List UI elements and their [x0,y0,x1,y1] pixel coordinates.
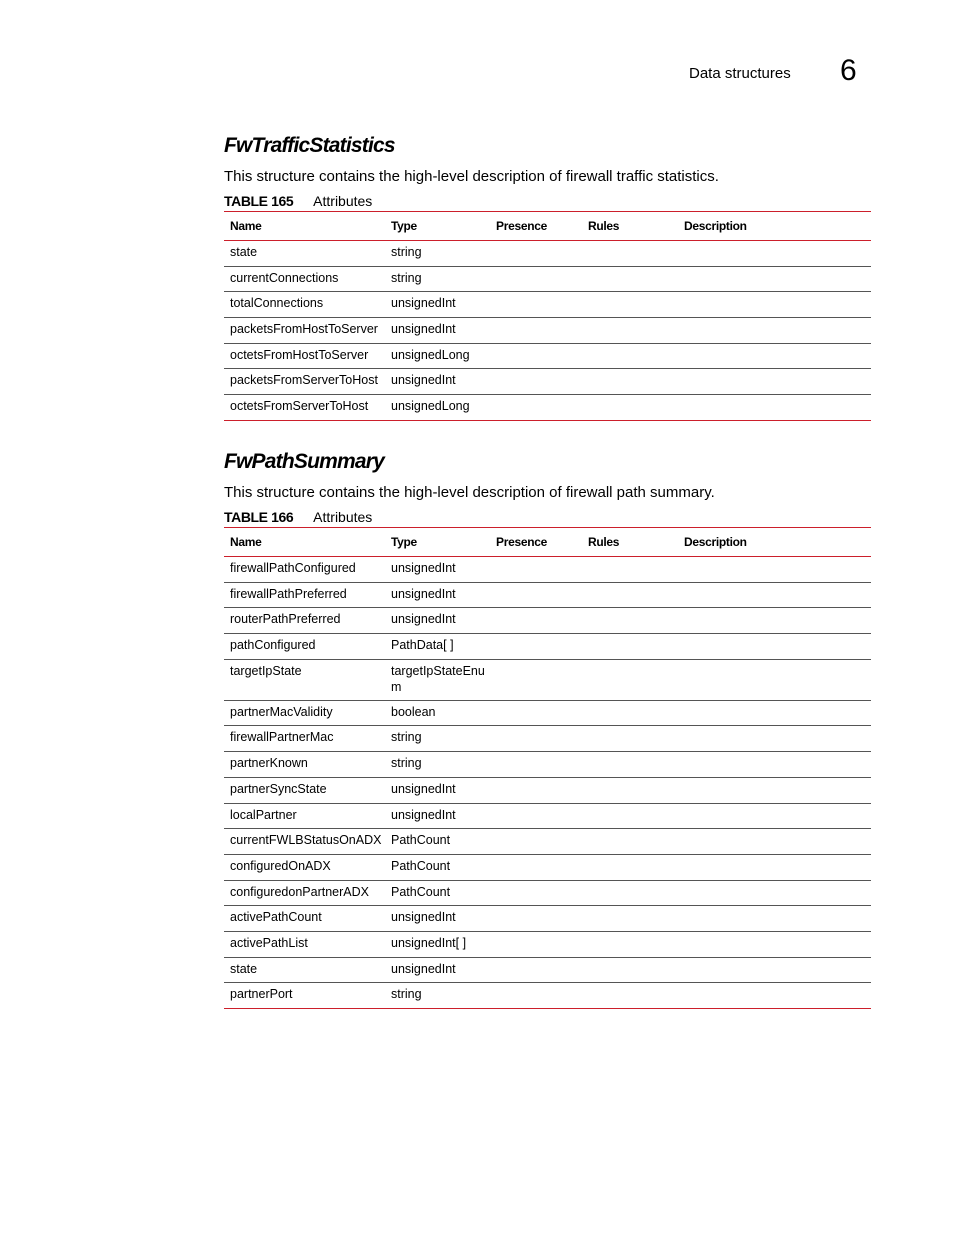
cell-rules [582,752,678,778]
cell-type: unsignedInt [391,781,456,796]
cell-type: PathCount [391,858,451,873]
cell-presence [490,957,582,983]
cell-type: unsignedLong [391,347,470,362]
cell-presence [490,582,582,608]
column-header-presence: Presence [496,535,547,549]
cell-rules [582,557,678,583]
cell-name: currentConnections [230,270,339,285]
table-number: TABLE 165 [224,193,294,209]
table-row [224,726,871,752]
cell-name: firewallPartnerMac [230,730,334,745]
cell-rules [582,343,678,369]
cell-name: localPartner [230,807,297,822]
table-row [224,292,871,318]
column-header-type: Type [391,535,417,549]
cell-type: unsignedInt [391,586,456,601]
cell-presence [490,829,582,855]
cell-description [678,752,871,778]
cell-description [678,292,871,318]
cell-name: activePathCount [230,910,322,925]
section-fw-path-summary [224,447,871,1009]
table-row [224,854,871,880]
cell-presence [490,931,582,957]
table-row [224,343,871,369]
cell-presence [490,983,582,1009]
table-row [224,983,871,1009]
cell-description [678,906,871,932]
cell-description [678,241,871,267]
attributes-table [224,211,871,421]
cell-type: unsignedInt[ ] [391,935,467,950]
column-header-name: Name [230,535,262,549]
table-number: TABLE 166 [224,509,294,525]
cell-type: unsignedInt [391,807,456,822]
table-caption [224,191,871,211]
cell-name: routerPathPreferred [230,612,341,627]
table-row [224,906,871,932]
cell-description [678,777,871,803]
table-row [224,931,871,957]
cell-rules [582,582,678,608]
cell-presence [490,659,582,700]
cell-description [678,931,871,957]
cell-name: currentFWLBStatusOnADX [230,833,382,848]
table-row [224,634,871,660]
cell-type: PathData[ ] [391,638,454,653]
cell-name: octetsFromServerToHost [230,399,369,414]
cell-description [678,659,871,700]
column-header-description: Description [684,535,747,549]
table-label: Attributes [313,509,373,525]
table-row [224,582,871,608]
cell-name: configuredonPartnerADX [230,884,369,899]
cell-presence [490,803,582,829]
cell-name: firewallPathConfigured [230,561,356,575]
cell-rules [582,241,678,267]
cell-presence [490,880,582,906]
cell-name: state [230,245,258,259]
section-title: FwPathSummary [224,450,384,473]
section-title: FwTrafficStatistics [224,134,395,157]
cell-type: boolean [391,704,436,719]
cell-type: string [391,270,422,285]
cell-type: PathCount [391,884,451,899]
table-header-row [224,212,871,241]
cell-presence [490,266,582,292]
cell-type: PathCount [391,833,451,848]
cell-rules [582,292,678,318]
column-header-rules: Rules [588,219,620,233]
cell-rules [582,266,678,292]
cell-name: partnerSyncState [230,781,327,796]
cell-rules [582,803,678,829]
cell-rules [582,957,678,983]
cell-description [678,957,871,983]
table-row [224,829,871,855]
table-row [224,557,871,583]
cell-rules [582,983,678,1009]
table-row [224,803,871,829]
cell-description [678,266,871,292]
cell-presence [490,752,582,778]
column-header-rules: Rules [588,535,620,549]
attributes-table [224,527,871,1009]
table-label: Attributes [313,193,373,209]
table-row [224,957,871,983]
table-header-row [224,528,871,557]
cell-name: targetIpState [230,663,302,678]
section-description: This structure contains the high-level description of firewall traffic statistics. [224,168,719,185]
cell-type: string [391,987,422,1002]
cell-description [678,343,871,369]
cell-presence [490,608,582,634]
column-header-type: Type [391,219,417,233]
cell-type: string [391,756,422,771]
cell-presence [490,854,582,880]
cell-rules [582,369,678,395]
cell-name: partnerPort [230,987,293,1002]
cell-description [678,854,871,880]
cell-rules [582,906,678,932]
cell-rules [582,726,678,752]
cell-rules [582,608,678,634]
table-row [224,318,871,344]
table-row [224,659,871,700]
cell-presence [490,369,582,395]
running-header-title: Data structures [689,65,791,82]
cell-description [678,803,871,829]
cell-rules [582,634,678,660]
cell-description [678,634,871,660]
cell-name: activePathList [230,935,308,950]
cell-type: string [391,730,422,745]
cell-presence [490,700,582,726]
cell-type: unsignedInt [391,322,456,337]
cell-description [678,557,871,583]
cell-name: octetsFromHostToServer [230,347,369,362]
cell-name: state [230,961,258,976]
cell-description [678,726,871,752]
cell-name: firewallPathPreferred [230,586,347,601]
table-row [224,777,871,803]
table-row [224,395,871,421]
table-row [224,700,871,726]
section-description: This structure contains the high-level description of firewall path summary. [224,484,715,501]
cell-presence [490,343,582,369]
cell-presence [490,395,582,421]
cell-name: packetsFromHostToServer [230,322,378,337]
cell-description [678,582,871,608]
cell-presence [490,318,582,344]
cell-rules [582,395,678,421]
cell-type: string [391,245,422,259]
cell-presence [490,557,582,583]
cell-description [678,880,871,906]
cell-rules [582,777,678,803]
column-header-name: Name [230,219,262,233]
cell-rules [582,880,678,906]
cell-presence [490,906,582,932]
table-row [224,880,871,906]
column-header-presence: Presence [496,219,547,233]
cell-presence [490,726,582,752]
cell-type: unsignedInt [391,561,456,575]
column-header-description: Description [684,219,747,233]
table-row [224,266,871,292]
cell-presence [490,292,582,318]
cell-rules [582,829,678,855]
table-row [224,369,871,395]
cell-name: pathConfigured [230,638,316,653]
chapter-number: 6 [840,54,857,87]
cell-name: partnerMacValidity [230,704,333,719]
cell-description [678,369,871,395]
cell-presence [490,241,582,267]
cell-name: partnerKnown [230,756,308,771]
cell-type: targetIpStateEnum [391,663,485,694]
section-fw-traffic-statistics [224,131,871,421]
cell-type: unsignedInt [391,373,456,388]
cell-name: totalConnections [230,296,324,311]
cell-type: unsignedLong [391,399,470,414]
cell-type: unsignedInt [391,296,456,311]
cell-rules [582,700,678,726]
cell-rules [582,854,678,880]
cell-presence [490,634,582,660]
cell-name: packetsFromServerToHost [230,373,378,388]
cell-description [678,983,871,1009]
cell-type: unsignedInt [391,910,456,925]
cell-description [678,829,871,855]
cell-presence [490,777,582,803]
cell-type: unsignedInt [391,961,456,976]
cell-description [678,700,871,726]
cell-description [678,608,871,634]
cell-rules [582,318,678,344]
table-row [224,608,871,634]
cell-name: configuredOnADX [230,858,331,873]
cell-rules [582,931,678,957]
table-caption [224,507,871,527]
cell-rules [582,659,678,700]
cell-description [678,395,871,421]
table-row [224,241,871,267]
table-row [224,752,871,778]
cell-description [678,318,871,344]
cell-type: unsignedInt [391,612,456,627]
